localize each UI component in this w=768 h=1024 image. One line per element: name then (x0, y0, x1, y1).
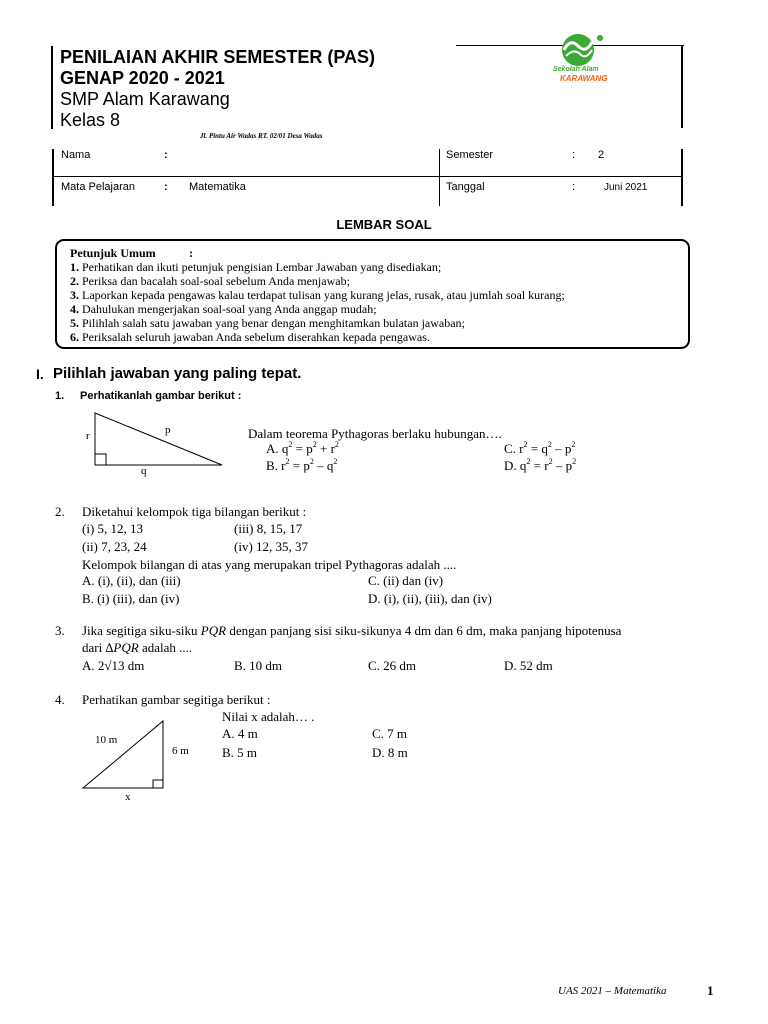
q2-set-iv: (iv) 12, 35, 37 (234, 539, 309, 554)
q1-label-p: p (165, 424, 171, 436)
logo-text-bottom: KARAWANG (560, 74, 608, 83)
name-field[interactable] (175, 147, 430, 167)
instructions-heading: Petunjuk Umum (70, 246, 156, 260)
q2-question: Kelompok bilangan di atas yang merupakan tripel Pythagoras adalah .... (82, 557, 457, 572)
q2-set-iii: (iii) 8, 15, 17 (234, 521, 303, 536)
footer-label: UAS 2021 – Matematika (558, 985, 667, 997)
q4-label-side: 6 m (172, 745, 189, 757)
q1-label-r: r (86, 430, 90, 442)
q1-option-b[interactable]: B. $r^2 = p^2 - q^2$ (266, 457, 338, 473)
info-mid-rule (439, 149, 440, 206)
q4-label-x: x (125, 791, 131, 803)
q4-number: 4. (55, 692, 65, 707)
q1-option-d[interactable]: D. $q^2 = r^2 - p^2$ (504, 457, 577, 473)
q4-option-a[interactable]: A. 4 m (222, 726, 258, 741)
semester-label: Semester (446, 149, 494, 161)
name-label: Nama (61, 149, 91, 161)
q3-option-c[interactable]: C. 26 dm (368, 658, 417, 673)
header-left-rule (51, 46, 53, 129)
q4-prompt: Perhatikan gambar segitiga berikut : (82, 692, 271, 707)
subject-label: Mata Pelajaran (61, 181, 135, 193)
info-right-rule (681, 149, 683, 206)
school-address: Jl. Pintu Air Wadas RT. 02/01 Desa Wadas (200, 132, 323, 140)
instruction-item: 1. Perhatikan dan ikuti petunjuk pengisian Lembar Jawaban yang disediakan; (70, 260, 442, 274)
q2-option-d[interactable]: D. (i), (ii), (iii), dan (iv) (368, 591, 492, 606)
page-number: 1 (707, 983, 714, 998)
q1-number: 1. (55, 390, 65, 402)
subject-colon: : (164, 181, 168, 193)
sheet-title: LEMBAR SOAL (336, 217, 432, 232)
q3-option-a[interactable]: A. 2√13 dm (82, 658, 145, 673)
q2-option-c[interactable]: C. (ii) dan (iv) (368, 573, 444, 588)
q4-right-triangle (80, 718, 170, 790)
instructions-list (70, 260, 680, 344)
class-label: Kelas 8 (60, 110, 121, 130)
instruction-item: 4. Dahulukan mengerjakan soal-soal yang Anda anggap mudah; (70, 302, 377, 316)
logo-text-top: Sekolah Alam (553, 66, 599, 73)
instruction-item: 2. Periksa dan bacalah soal-soal sebelum Anda menjawab; (70, 274, 350, 288)
q4-option-b[interactable]: B. 5 m (222, 745, 258, 760)
instruction-item: 5. Pilihlah salah satu jawaban yang benar dengan menghitamkan bulatan jawaban; (70, 316, 465, 330)
date-label: Tanggal (446, 181, 485, 193)
q1-stem: Dalam teorema Pythagoras berlaku hubungan…. (248, 426, 502, 441)
q2-number: 2. (55, 504, 65, 519)
q1-prompt: Perhatikanlah gambar berikut : (80, 390, 242, 402)
header-right-rule (681, 45, 683, 128)
semester-value: 2 (598, 149, 605, 161)
date-colon: : (572, 181, 576, 193)
q3-option-d[interactable]: D. 52 dm (504, 658, 553, 673)
info-left-rule (52, 149, 54, 206)
semester-colon: : (572, 149, 576, 161)
date-value: Juni 2021 (604, 182, 648, 193)
section-number: I. (36, 366, 44, 382)
name-colon: : (164, 149, 168, 161)
q2-stem: Diketahui kelompok tiga bilangan berikut : (82, 504, 307, 519)
q4-option-d[interactable]: D. 8 m (372, 745, 408, 760)
q1-option-c[interactable]: C. $r^2 = q^2 - p^2$ (504, 440, 576, 456)
q3-option-b[interactable]: B. 10 dm (234, 658, 283, 673)
instruction-item: 6. Periksalah seluruh jawaban Anda sebelum diserahkan kepada pengawas. (70, 330, 430, 344)
q2-set-ii: (ii) 7, 23, 24 (82, 539, 147, 554)
q2-option-b[interactable]: B. (i) (iii), dan (iv) (82, 591, 180, 606)
q3-number: 3. (55, 623, 65, 638)
instruction-item: 3. Laporkan kepada pengawas kalau terdapat tulisan yang kurang jelas, rusak, atau jumlah soal kurang; (70, 288, 565, 302)
q4-stem: Nilai x adalah… . (222, 709, 315, 724)
section-title: Pilihlah jawaban yang paling tepat. (53, 365, 302, 382)
q3-line2: dari ∆PQR adalah .... (82, 640, 193, 655)
q4-label-hypotenuse: 10 m (95, 734, 118, 746)
school-name: SMP Alam Karawang (60, 89, 230, 109)
q4-option-c[interactable]: C. 7 m (372, 726, 408, 741)
info-row-divider (52, 176, 683, 177)
q1-right-triangle (90, 410, 230, 470)
q3-line1: Jika segitiga siku-siku PQR dengan panjang sisi siku-sikunya 4 dm dan 6 dm, maka panjang hipotenusa (82, 623, 622, 638)
q1-option-a[interactable]: A. $q^2 = p^2 + r^2$ (266, 440, 339, 456)
q2-set-i: (i) 5, 12, 13 (82, 521, 144, 536)
exam-title: PENILAIAN AKHIR SEMESTER (PAS) (60, 47, 376, 67)
q2-option-a[interactable]: A. (i), (ii), dan (iii) (82, 573, 181, 588)
q1-label-q: q (141, 465, 147, 477)
subject-value: Matematika (189, 181, 246, 193)
instructions-colon: : (189, 246, 193, 260)
exam-year: GENAP 2020 - 2021 (60, 68, 225, 88)
